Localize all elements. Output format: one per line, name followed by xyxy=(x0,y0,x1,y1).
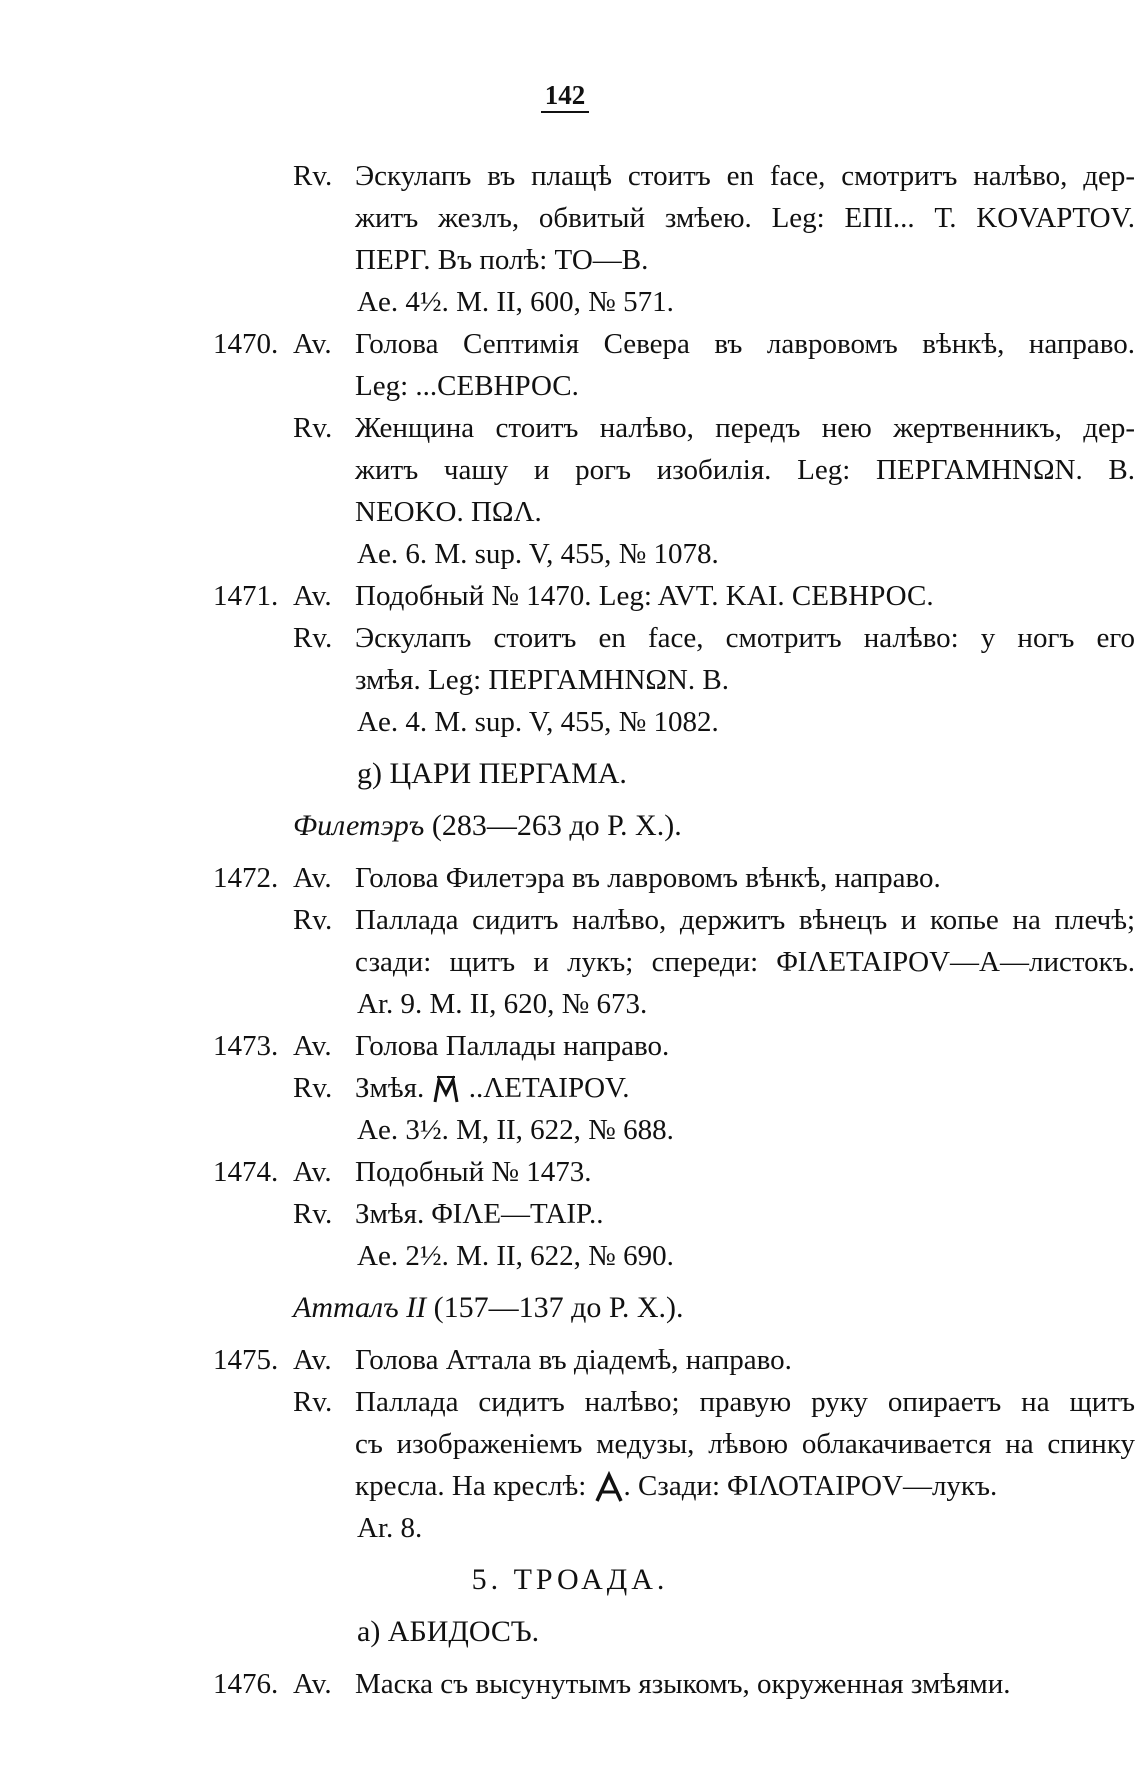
entry-line xyxy=(0,491,1140,533)
entry-line xyxy=(0,281,1140,323)
ruler-dates: (157—137 до Р. Х.). xyxy=(433,1291,684,1324)
region-heading xyxy=(0,1559,1140,1601)
obverse-label: Av. xyxy=(293,328,332,360)
ruler-heading-line xyxy=(293,1287,684,1329)
ruler-heading xyxy=(0,805,1140,847)
entry-line xyxy=(0,701,1140,743)
entry-text: Leg: ...СЕВНРОС. xyxy=(355,370,579,402)
entry-text: Подобный № 1473. xyxy=(355,1156,592,1188)
entry-text: Голова Септимія Севера въ лавровомъ вѣнкѣ, направо. xyxy=(355,328,1135,360)
ruler-name: Филетэръ xyxy=(293,809,425,842)
entry-text xyxy=(355,1465,997,1507)
entry-line xyxy=(0,365,1140,407)
entry-text: Паллада сидитъ налѣво, держитъ вѣнецъ и копье на плечѣ; xyxy=(355,904,1135,936)
entry-line xyxy=(0,407,1140,449)
reference-text: Ae. 2½. M. II, 622, № 690. xyxy=(357,1240,674,1272)
entry-line xyxy=(0,449,1140,491)
monogram-icon xyxy=(431,1074,461,1106)
entry-text-part: ..ΛΕΤΑΙΡΟV. xyxy=(468,1072,630,1104)
reverse-label: Rv. xyxy=(293,412,333,444)
section-heading-text: a) АБИДОСЪ. xyxy=(357,1615,540,1648)
obverse-label: Av. xyxy=(293,1668,332,1700)
entry-text: Эскулапъ стоитъ en face, смотритъ налѣво: у ногъ его xyxy=(355,622,1135,654)
reverse-label: Rv. xyxy=(293,1386,333,1418)
reference-text: Ar. 8. xyxy=(357,1512,423,1544)
reverse-label: Rv. xyxy=(293,622,333,654)
entry-line xyxy=(0,1025,1140,1067)
entry-line xyxy=(0,155,1140,197)
entry-line xyxy=(0,1067,1140,1109)
page-number-text: 142 xyxy=(541,80,590,113)
entry-number: 1476. xyxy=(213,1668,279,1700)
reference-text: Ae. 4½. М. II, 600, № 571. xyxy=(357,286,674,318)
reverse-label: Rv. xyxy=(293,904,333,936)
entry-text: Подобный № 1470. Leg: AVT. KAI. СЕВНРОС. xyxy=(355,580,934,612)
reference-text: Ae. 6. M. sup. V, 455, № 1078. xyxy=(357,538,719,570)
entry-line xyxy=(0,1663,1140,1705)
reference-text: Ar. 9. M. II, 620, № 673. xyxy=(357,988,648,1020)
reverse-label: Rv. xyxy=(293,1072,333,1104)
entry-text: Голова Аттала въ діадемѣ, направо. xyxy=(355,1344,792,1376)
entry-text: съ изображеніемъ медузы, лѣвою облакачивается на спинку xyxy=(355,1428,1135,1460)
entry-text: Голова Филетэра въ лавровомъ вѣнкѣ, направо. xyxy=(355,862,941,894)
entry-line xyxy=(0,1235,1140,1277)
entry-line xyxy=(0,1339,1140,1381)
entry-number: 1471. xyxy=(213,580,279,612)
entry-text-part: кресла. На креслѣ: xyxy=(355,1470,587,1502)
ruler-dates: (283—263 до Р. Х.). xyxy=(431,809,682,842)
entry-text-part: Змѣя. xyxy=(355,1072,425,1104)
entry-line xyxy=(0,197,1140,239)
entry-text: Эскулапъ въ плащѣ стоитъ en face, смотритъ налѣво, дер- xyxy=(355,160,1135,192)
entry-line xyxy=(0,1423,1140,1465)
obverse-label: Av. xyxy=(293,862,332,894)
entry-number: 1470. xyxy=(213,328,279,360)
reference-text: Ae. 3½. M, II, 622, № 688. xyxy=(357,1114,674,1146)
entry-line xyxy=(0,941,1140,983)
section-heading xyxy=(0,1611,1140,1653)
entry-line xyxy=(0,899,1140,941)
reverse-label: Rv. xyxy=(293,160,333,192)
entry-line xyxy=(0,239,1140,281)
reverse-label: Rv. xyxy=(293,1198,333,1230)
entry-line xyxy=(0,617,1140,659)
entry-number: 1474. xyxy=(213,1156,279,1188)
entry-text: житъ жезлъ, обвитый змѣею. Leg: ЕПІ... Т. KOVAPTOV. xyxy=(355,202,1135,234)
entry-line xyxy=(0,1109,1140,1151)
entry-text: Голова Паллады направо. xyxy=(355,1030,670,1062)
entry-text: Паллада сидитъ налѣво; правую руку опираетъ на щитъ xyxy=(355,1386,1135,1418)
entry-line xyxy=(0,857,1140,899)
obverse-label: Av. xyxy=(293,580,332,612)
entry-text: Женщина стоитъ налѣво, передъ нею жертвенникъ, дер- xyxy=(355,412,1135,444)
entry-line xyxy=(0,1465,1140,1507)
entry-line xyxy=(0,1193,1140,1235)
entry-line xyxy=(0,1151,1140,1193)
section-heading-text: g) ЦАРИ ПЕРГАМА. xyxy=(357,757,627,790)
entry-text xyxy=(355,1067,629,1109)
entry-text-part: . Сзади: ΦΙΛΟΤΑΙΡΟV—лукъ. xyxy=(623,1470,998,1502)
obverse-label: Av. xyxy=(293,1156,332,1188)
entry-text: Змѣя. ΦΙΛΕ—ΤΑΙΡ.. xyxy=(355,1198,604,1230)
entry-line xyxy=(0,323,1140,365)
ruler-name: Атталъ II xyxy=(293,1291,427,1324)
entry-line xyxy=(0,575,1140,617)
monogram-icon xyxy=(594,1471,624,1505)
entry-line xyxy=(0,1507,1140,1549)
entry-line xyxy=(0,533,1140,575)
catalog-body xyxy=(0,155,1140,1705)
ruler-heading-line xyxy=(293,805,682,847)
entry-line xyxy=(0,659,1140,701)
entry-number: 1472. xyxy=(213,862,279,894)
region-heading-text: 5. ТРОАДА. xyxy=(471,1563,669,1596)
page-number xyxy=(0,78,1130,112)
entry-text: змѣя. Leg: ПЕРГАМНNΩN. В. xyxy=(355,664,729,696)
obverse-label: Av. xyxy=(293,1344,332,1376)
entry-text: житъ чашу и рогъ изобилія. Leg: ПЕРГАМНNΩN. В. xyxy=(355,454,1135,486)
section-heading xyxy=(0,753,1140,795)
entry-line xyxy=(0,1381,1140,1423)
entry-number: 1473. xyxy=(213,1030,279,1062)
entry-text: ПЕРГ. Въ полѣ: ТО—В. xyxy=(355,244,649,276)
entry-text: Маска съ высунутымъ языкомъ, окруженная змѣями. xyxy=(355,1668,1011,1700)
entry-text: NEOKO. ПΩΛ. xyxy=(355,496,542,528)
ruler-heading xyxy=(0,1287,1140,1329)
reference-text: Ae. 4. M. sup. V, 455, № 1082. xyxy=(357,706,719,738)
entry-line xyxy=(0,983,1140,1025)
obverse-label: Av. xyxy=(293,1030,332,1062)
entry-text: сзади: щитъ и лукъ; спереди: ΦΙΛΕΤΑΙΡΟV—А—листокъ. xyxy=(355,946,1135,978)
entry-number: 1475. xyxy=(213,1344,279,1376)
